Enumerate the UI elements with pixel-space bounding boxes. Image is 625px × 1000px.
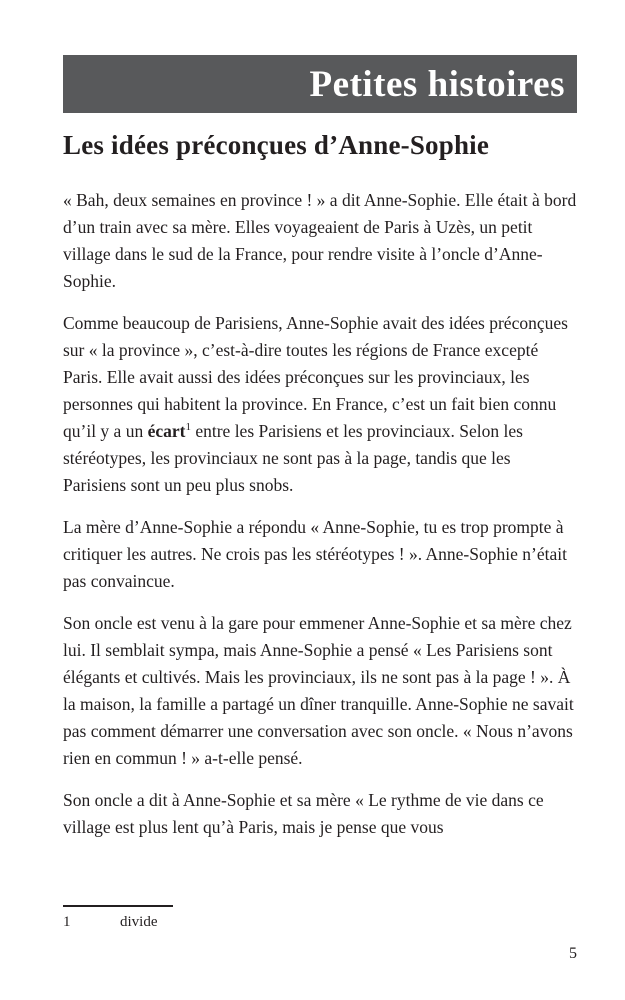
footnote-reference: 1 bbox=[185, 421, 191, 434]
paragraph-text: entre les Parisiens et les provinciaux. Selon les stéréotypes, les provinciaux ne sont pas à la page, tandis que les Parisiens sont un peu plus snobs. bbox=[63, 421, 523, 495]
story-content bbox=[63, 130, 577, 856]
paragraph-text: La mère d’Anne-Sophie a répondu « Anne-Sophie, tu es trop prompte à critiquer les autres. Ne crois pas les stéréotypes ! ». Anne-Sophie n’était pas convaincue. bbox=[63, 517, 567, 591]
story-paragraph bbox=[63, 610, 577, 772]
footnote-entry bbox=[63, 914, 577, 931]
vocab-term: écart bbox=[147, 421, 186, 441]
footnote-divider bbox=[63, 905, 173, 907]
section-banner bbox=[63, 55, 577, 113]
paragraph-text: « Bah, deux semaines en province ! » a dit Anne-Sophie. Elle était à bord d’un train avec sa mère. Elles voyageaient de Paris à Uzès, un petit village dans le sud de la France, pour rendre visite à l’oncle d’Anne-Sophie. bbox=[63, 190, 577, 291]
footnote-definition: divide bbox=[120, 914, 158, 930]
footnote-block bbox=[63, 905, 577, 931]
story-paragraph bbox=[63, 187, 577, 295]
story-paragraph bbox=[63, 310, 577, 499]
footnote-number: 1 bbox=[63, 914, 71, 930]
section-banner-title: Petites histoires bbox=[309, 63, 565, 105]
page-number: 5 bbox=[569, 945, 577, 962]
paragraph-text: Comme beaucoup de Parisiens, Anne-Sophie avait des idées préconçues sur « la province », c’est-à-dire toutes les régions de France excepté Paris. Elle avait aussi des idées préconçues sur les provinciaux, les personnes qui habitent la province. En France, c’est un fait bien connu qu’il y a un bbox=[63, 313, 568, 441]
story-title: Les idées préconçues d’Anne-Sophie bbox=[63, 130, 490, 160]
story-paragraph bbox=[63, 514, 577, 595]
paragraph-text: Son oncle a dit à Anne-Sophie et sa mère « Le rythme de vie dans ce village est plus lent qu’à Paris, mais je pense que vous bbox=[63, 790, 544, 837]
paragraph-text: Son oncle est venu à la gare pour emmener Anne-Sophie et sa mère chez lui. Il semblait sympa, mais Anne-Sophie a pensé « Les Parisiens sont élégants et cultivés. Mais les provinciaux, ils ne sont pas à la page ! ». À la maison, la famille a partagé un dîner tranquille. Anne-Sophie ne savait pas comment démarrer une conversation avec son oncle. « Nous n’avons rien en commun ! » a-t-elle pensé. bbox=[63, 613, 574, 768]
story-paragraph bbox=[63, 787, 577, 841]
